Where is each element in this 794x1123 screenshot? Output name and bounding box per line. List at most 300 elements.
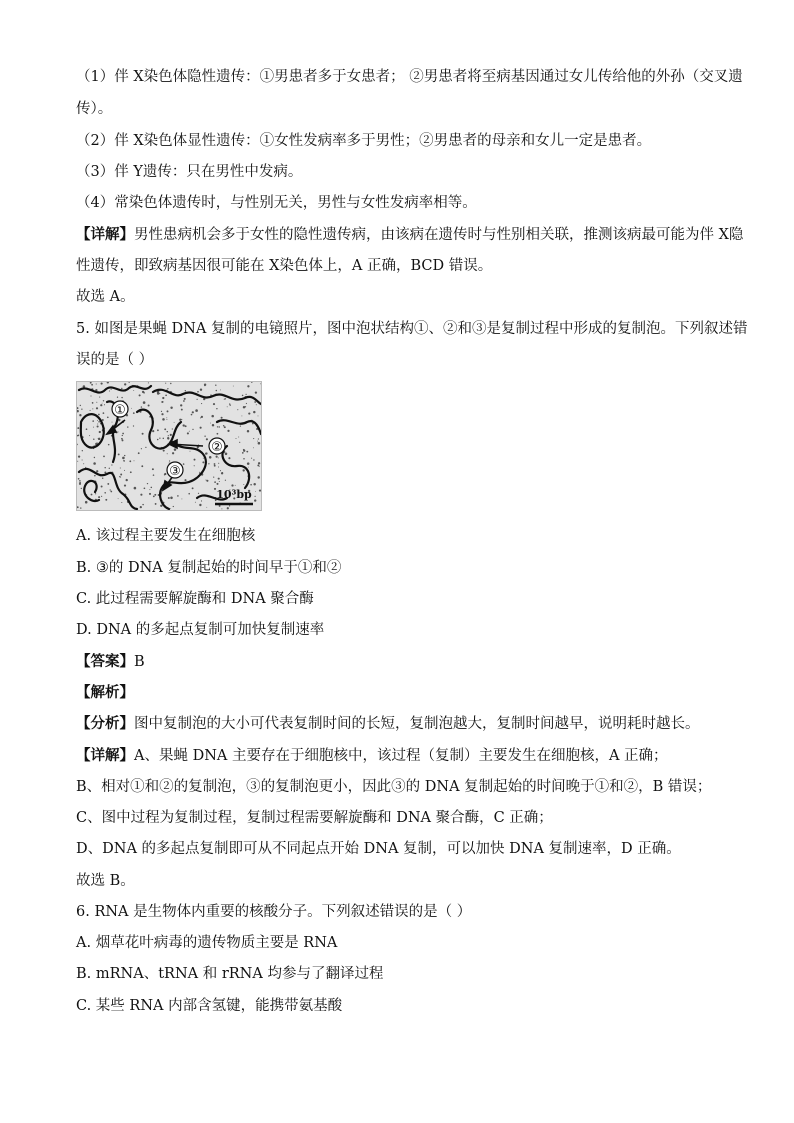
micrograph-speck xyxy=(173,506,174,507)
micrograph-speck xyxy=(243,458,245,460)
micrograph-speck xyxy=(120,474,122,476)
micrograph-speck xyxy=(161,413,163,415)
micrograph-speck xyxy=(109,468,110,469)
micrograph-speck xyxy=(124,455,125,456)
micrograph-speck xyxy=(224,398,225,399)
text-line: 性遗传，即致病基因很可能在 X染色体上，A 正确，BCD 错误。 xyxy=(76,258,493,274)
micrograph-speck xyxy=(139,394,141,396)
micrograph-speck xyxy=(224,426,226,428)
scale-label: 10³bp xyxy=(216,488,252,501)
text-line: （3）伴 Y遗传：只在男性中发病。 xyxy=(76,164,303,180)
micrograph-speck xyxy=(130,471,132,473)
micrograph-speck xyxy=(192,429,193,430)
micrograph-speck xyxy=(170,434,172,436)
micrograph-speck xyxy=(254,499,256,501)
micrograph-speck xyxy=(254,401,256,403)
micrograph-speck xyxy=(205,453,207,455)
micrograph-speck xyxy=(255,491,256,492)
micrograph-speck xyxy=(122,433,124,435)
micrograph-speck xyxy=(98,421,100,423)
micrograph-speck xyxy=(253,438,254,439)
option-c: C. 此过程需要解旋酶和 DNA 聚合酶 xyxy=(76,591,314,607)
micrograph-speck xyxy=(143,392,145,394)
micrograph-speck xyxy=(98,438,101,441)
micrograph-speck xyxy=(91,494,93,496)
micrograph-speck xyxy=(104,492,106,494)
micrograph-speck xyxy=(134,460,135,461)
micrograph-speck xyxy=(227,406,228,407)
micrograph-speck xyxy=(133,412,135,414)
micrograph-speck xyxy=(258,462,260,464)
micrograph-speck xyxy=(143,401,146,404)
micrograph-speck xyxy=(247,385,249,387)
micrograph-speck xyxy=(203,458,204,459)
micrograph-speck xyxy=(92,420,94,422)
micrograph-speck xyxy=(80,507,81,508)
micrograph-speck xyxy=(179,419,181,421)
micrograph-speck xyxy=(184,479,186,481)
micrograph-speck xyxy=(258,442,261,445)
micrograph-speck xyxy=(220,470,221,471)
micrograph-speck xyxy=(120,467,121,468)
micrograph-speck xyxy=(157,439,159,441)
micrograph-speck xyxy=(138,452,140,454)
option-a: A. 烟草花叶病毒的遗传物质主要是 RNA xyxy=(76,935,338,951)
micrograph-speck xyxy=(94,457,95,458)
micrograph-speck xyxy=(218,463,219,464)
micrograph-speck xyxy=(180,404,182,406)
micrograph-speck xyxy=(181,419,182,420)
micrograph-speck xyxy=(94,445,95,446)
micrograph-speck xyxy=(95,493,96,494)
micrograph-speck xyxy=(174,422,175,423)
question-5-stem: 误的是（ ） xyxy=(76,352,154,368)
text-line: （1）伴 X染色体隐性遗传：①男患者多于女患者； ②男患者将至病基因通过女儿传给他的外孙（交叉遗 xyxy=(76,69,743,85)
micrograph-speck xyxy=(85,501,88,504)
micrograph-speck xyxy=(223,425,225,427)
micrograph-speck xyxy=(152,430,154,432)
micrograph-speck xyxy=(253,483,255,485)
text-line xyxy=(76,746,726,766)
micrograph-speck xyxy=(78,478,80,480)
text-line: （4）常染色体遗传时，与性别无关，男性与女性发病率相等。 xyxy=(76,195,477,211)
micrograph-speck xyxy=(162,418,165,421)
micrograph-speck xyxy=(204,435,205,436)
micrograph-speck xyxy=(217,426,218,427)
micrograph-speck xyxy=(201,500,202,501)
micrograph-speck xyxy=(101,383,103,385)
micrograph-speck xyxy=(243,450,245,452)
micrograph-speck xyxy=(81,409,82,410)
micrograph-speck xyxy=(107,416,109,418)
micrograph-speck xyxy=(168,435,169,436)
micrograph-speck xyxy=(127,426,128,427)
micrograph-speck xyxy=(246,403,247,404)
micrograph-speck xyxy=(194,459,196,461)
micrograph-speck xyxy=(216,456,218,458)
micrograph-speck xyxy=(240,425,241,426)
micrograph-speck xyxy=(231,484,233,486)
micrograph-speck xyxy=(214,465,216,467)
micrograph-speck xyxy=(255,391,257,393)
micrograph-speck xyxy=(221,508,222,509)
micrograph-speck xyxy=(101,486,103,488)
micrograph-speck xyxy=(161,492,162,493)
micrograph-speck xyxy=(133,390,134,391)
micrograph-speck xyxy=(118,498,119,499)
micrograph-speck xyxy=(108,444,110,446)
micrograph-speck xyxy=(239,442,240,443)
micrograph-speck xyxy=(228,457,230,459)
micrograph-speck xyxy=(94,475,95,476)
text-span: A、果蝇 DNA 主要存在于细胞核中，该过程（复制）主要发生在细胞核，A 正确； xyxy=(134,748,668,764)
micrograph-speck xyxy=(201,416,203,418)
micrograph-speck xyxy=(97,425,99,427)
micrograph-speck xyxy=(227,430,229,432)
micrograph-speck xyxy=(216,390,218,392)
micrograph-speck xyxy=(211,415,214,418)
micrograph-speck xyxy=(216,408,217,409)
micrograph-speck xyxy=(92,402,94,404)
option-c: C. 某些 RNA 内部含氢键，能携带氨基酸 xyxy=(76,998,343,1014)
micrograph-speck xyxy=(210,423,211,424)
answer-value: B xyxy=(134,654,145,670)
micrograph-speck xyxy=(82,459,83,460)
micrograph-speck xyxy=(245,406,246,407)
micrograph-speck xyxy=(121,388,122,389)
micrograph-speck xyxy=(122,439,124,441)
micrograph-speck xyxy=(145,447,146,448)
figure-label-2: ② xyxy=(211,440,223,455)
micrograph-speck xyxy=(256,404,257,405)
micrograph-speck xyxy=(233,386,234,387)
micrograph-speck xyxy=(243,469,245,471)
micrograph-speck xyxy=(199,504,201,506)
micrograph-speck xyxy=(198,493,199,494)
micrograph-speck xyxy=(206,507,207,508)
micrograph-speck xyxy=(161,411,162,412)
micrograph-speck xyxy=(141,465,143,467)
micrograph-speck xyxy=(258,438,259,439)
micrograph-speck xyxy=(190,451,191,452)
micrograph-speck xyxy=(121,397,122,398)
micrograph-speck xyxy=(170,406,172,408)
micrograph-speck xyxy=(78,455,80,457)
micrograph-speck xyxy=(194,465,195,466)
micrograph-speck xyxy=(96,383,97,384)
option-a: A. 该过程主要发生在细胞核 xyxy=(76,528,256,544)
micrograph-speck xyxy=(93,427,94,428)
micrograph-speck xyxy=(214,463,216,465)
micrograph-speck xyxy=(170,508,171,509)
micrograph-speck xyxy=(181,498,182,499)
micrograph-speck xyxy=(254,496,255,497)
micrograph-speck xyxy=(192,411,194,413)
section-tag: 【详解】 xyxy=(76,226,134,243)
micrograph-speck xyxy=(200,389,202,391)
micrograph-speck xyxy=(185,425,187,427)
text-line xyxy=(76,714,726,734)
micrograph-speck xyxy=(111,464,112,465)
micrograph-speck xyxy=(140,506,142,508)
text-line: C、图中过程为复制过程，复制过程需要解旋酶和 DNA 聚合酶，C 正确； xyxy=(76,810,553,826)
micrograph-speck xyxy=(141,448,142,449)
micrograph-speck xyxy=(213,477,214,478)
micrograph-speck xyxy=(206,480,208,482)
micrograph-speck xyxy=(159,393,160,394)
micrograph-speck xyxy=(98,414,100,416)
micrograph-speck xyxy=(103,400,104,401)
text-line: （2）伴 X染色体显性遗传：①女性发病率多于男性；②男患者的母亲和女儿一定是患者。 xyxy=(76,133,652,149)
micrograph-speck xyxy=(142,504,143,505)
micrograph-speck xyxy=(93,462,96,465)
micrograph-speck xyxy=(200,427,202,429)
micrograph-speck xyxy=(124,470,125,471)
micrograph-speck xyxy=(229,403,230,404)
micrograph-speck xyxy=(215,384,216,385)
answer-line xyxy=(76,652,726,672)
micrograph-speck xyxy=(218,467,219,468)
micrograph-speck xyxy=(227,507,229,509)
micrograph-speck xyxy=(164,428,166,430)
micrograph-speck xyxy=(216,483,218,485)
micrograph-speck xyxy=(107,483,109,485)
micrograph-speck xyxy=(90,395,91,396)
text-line: 传）。 xyxy=(76,101,113,117)
micrograph-speck xyxy=(253,459,254,460)
micrograph-speck xyxy=(79,483,81,485)
micrograph-speck xyxy=(174,448,177,451)
micrograph-speck xyxy=(102,403,103,404)
micrograph-speck xyxy=(189,431,190,432)
micrograph-speck xyxy=(111,389,112,390)
dna-replication-micrograph xyxy=(76,381,262,511)
micrograph-speck xyxy=(126,479,128,481)
micrograph-speck xyxy=(191,414,193,416)
micrograph-speck xyxy=(167,410,169,412)
micrograph-speck xyxy=(163,438,164,439)
micrograph-speck xyxy=(202,461,204,463)
answer-tag: 【答案】 xyxy=(76,653,134,670)
question-6-stem: 6. RNA 是生物体内重要的核酸分子。下列叙述错误的是（ ） xyxy=(76,904,472,920)
micrograph-speck xyxy=(257,476,259,478)
micrograph-speck xyxy=(99,431,101,433)
micrograph-speck xyxy=(172,452,174,454)
micrograph-speck xyxy=(152,468,154,470)
micrograph-speck xyxy=(102,477,103,478)
micrograph-speck xyxy=(117,397,118,398)
micrograph-speck xyxy=(219,481,220,482)
micrograph-speck xyxy=(124,485,126,487)
micrograph-speck xyxy=(230,405,231,406)
micrograph-speck xyxy=(112,422,113,423)
text-line: B、相对①和②的复制泡，③的复制泡更小，因此③的 DNA 复制起始的时间晚于①和②，B 错误； xyxy=(76,779,712,795)
micrograph-speck xyxy=(96,407,98,409)
micrograph-speck xyxy=(82,450,83,451)
micrograph-speck xyxy=(164,473,166,475)
micrograph-speck xyxy=(124,461,125,462)
micrograph-speck xyxy=(257,441,258,442)
micrograph-speck xyxy=(148,382,149,383)
micrograph-speck xyxy=(119,476,120,477)
micrograph-speck xyxy=(162,401,164,403)
micrograph-speck xyxy=(229,505,230,506)
micrograph-speck xyxy=(204,385,206,387)
micrograph-speck xyxy=(236,438,237,439)
micrograph-speck xyxy=(121,502,122,503)
micrograph-speck xyxy=(77,427,79,429)
micrograph-speck xyxy=(79,414,81,416)
text-span: 男性患病机会多于女性的隐性遗传病，由该病在遗传时与性别相关联，推测该病最可能为伴 X隐 xyxy=(134,227,744,243)
micrograph-speck xyxy=(165,383,166,384)
micrograph-speck xyxy=(181,409,183,411)
text-span: 图中复制泡的大小可代表复制时间的长短，复制泡越大，复制时间越早，说明耗时越长。 xyxy=(134,716,700,732)
micrograph-speck xyxy=(172,428,173,429)
micrograph-speck xyxy=(177,495,179,497)
micrograph-speck xyxy=(124,383,126,385)
micrograph-speck xyxy=(99,397,100,398)
micrograph-speck xyxy=(105,499,107,501)
text-line: 故选 B。 xyxy=(76,873,135,889)
micrograph-speck xyxy=(250,484,252,486)
micrograph-speck xyxy=(237,409,238,410)
micrograph-speck xyxy=(221,472,223,474)
micrograph-speck xyxy=(77,461,78,462)
question-5-stem: 5. 如图是果蝇 DNA 复制的电镜照片，图中泡状结构①、②和③是复制过程中形成的复制泡。下列叙述错 xyxy=(76,321,748,337)
micrograph-speck xyxy=(246,451,248,453)
micrograph-speck xyxy=(168,438,170,440)
micrograph-speck xyxy=(183,400,185,402)
analysis-heading xyxy=(76,683,726,703)
micrograph-speck xyxy=(79,480,81,482)
micrograph-speck xyxy=(201,403,202,404)
micrograph-speck xyxy=(195,409,198,412)
option-b: B. ③的 DNA 复制起始的时间早于①和② xyxy=(76,560,342,576)
micrograph-speck xyxy=(159,438,160,439)
micrograph-speck xyxy=(96,470,98,472)
micrograph-speck xyxy=(131,408,132,409)
micrograph-speck xyxy=(218,426,219,427)
figure-label-1: ① xyxy=(114,403,126,418)
micrograph-speck xyxy=(162,397,164,399)
micrograph-speck xyxy=(110,489,111,490)
micrograph-speck xyxy=(199,472,200,473)
micrograph-speck xyxy=(154,494,156,496)
micrograph-speck xyxy=(214,481,216,483)
micrograph-speck xyxy=(141,406,142,407)
micrograph-speck xyxy=(157,429,159,431)
micrograph-speck xyxy=(101,496,102,497)
micrograph-speck xyxy=(225,480,226,481)
micrograph-speck xyxy=(142,433,144,435)
micrograph-speck xyxy=(242,452,244,454)
micrograph-speck xyxy=(167,388,168,389)
micrograph-speck xyxy=(217,433,219,435)
micrograph-speck xyxy=(89,435,90,436)
micrograph-speck xyxy=(121,438,123,440)
micrograph-speck xyxy=(109,390,110,391)
micrograph-speck xyxy=(195,502,196,503)
text-line xyxy=(76,225,744,245)
micrograph-speck xyxy=(104,467,105,468)
micrograph-speck xyxy=(155,503,157,505)
text-line: 故选 A。 xyxy=(76,289,135,305)
micrograph-speck xyxy=(248,413,250,415)
micrograph-speck xyxy=(151,487,153,489)
micrograph-speck xyxy=(248,467,249,468)
micrograph-speck xyxy=(147,483,148,484)
micrograph-speck xyxy=(140,494,142,496)
micrograph-speck xyxy=(225,453,228,456)
micrograph-speck xyxy=(253,447,254,448)
section-tag: 【分析】 xyxy=(76,715,134,732)
micrograph-speck xyxy=(257,464,259,466)
micrograph-speck xyxy=(247,430,249,432)
micrograph-speck xyxy=(212,424,214,426)
micrograph-speck xyxy=(251,458,252,459)
micrograph-speck xyxy=(218,478,220,480)
micrograph-speck xyxy=(91,384,93,386)
micrograph-speck xyxy=(98,496,100,498)
micrograph-speck xyxy=(221,417,223,419)
micrograph-speck xyxy=(163,450,165,452)
micrograph-speck xyxy=(258,415,259,416)
micrograph-speck xyxy=(192,487,194,489)
micrograph-speck xyxy=(149,493,151,495)
micrograph-speck xyxy=(246,394,247,395)
micrograph-speck xyxy=(206,438,208,440)
section-tag: 【详解】 xyxy=(76,747,134,764)
micrograph-speck xyxy=(197,391,199,393)
micrograph-speck xyxy=(118,431,119,432)
micrograph-speck xyxy=(92,408,93,409)
micrograph-speck xyxy=(104,404,105,405)
micrograph-speck xyxy=(118,453,120,455)
micrograph-speck xyxy=(184,398,186,400)
micrograph-speck xyxy=(253,411,255,413)
micrograph-speck xyxy=(243,484,244,485)
micrograph-speck xyxy=(97,420,98,421)
micrograph-speck xyxy=(153,495,155,497)
micrograph-speck xyxy=(220,389,221,390)
micrograph-speck xyxy=(97,424,98,425)
micrograph-speck xyxy=(235,485,236,486)
micrograph-speck xyxy=(166,419,167,420)
micrograph-speck xyxy=(167,453,168,454)
micrograph-speck xyxy=(247,462,250,465)
micrograph-speck xyxy=(103,456,105,458)
micrograph-speck xyxy=(100,404,102,406)
micrograph-speck xyxy=(165,394,167,396)
micrograph-speck xyxy=(242,395,244,397)
micrograph-speck xyxy=(93,439,94,440)
micrograph-speck xyxy=(209,456,212,459)
micrograph-speck xyxy=(129,460,131,462)
micrograph-speck xyxy=(166,417,167,418)
micrograph-speck xyxy=(238,437,239,438)
micrograph-speck xyxy=(86,428,88,430)
micrograph-speck xyxy=(169,460,170,461)
micrograph-speck xyxy=(259,490,261,492)
micrograph-speck xyxy=(213,403,215,405)
micrograph-speck xyxy=(167,431,168,432)
micrograph-speck xyxy=(144,487,146,489)
text-line: D、DNA 的多起点复制即可从不同起点开始 DNA 复制，可以加快 DNA 复制速率，D 正确。 xyxy=(76,841,681,857)
micrograph-speck xyxy=(98,438,99,439)
micrograph-speck xyxy=(134,487,137,490)
micrograph-speck xyxy=(81,488,82,489)
micrograph-speck xyxy=(208,463,209,464)
